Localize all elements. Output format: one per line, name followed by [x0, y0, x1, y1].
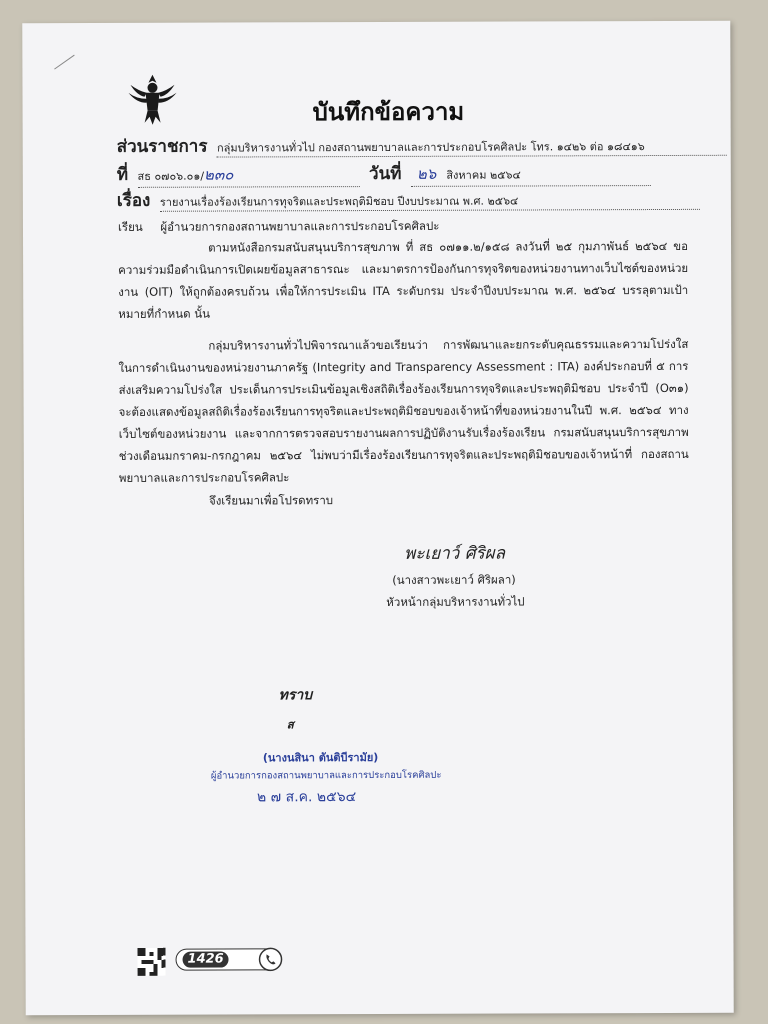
date-value: สิงหาคม ๒๕๖๔ [446, 168, 521, 182]
salute-label: เรียน [117, 219, 143, 234]
ref-value: สธ ๐๗๐๖.๐๑/ [137, 169, 205, 183]
garuda-emblem-icon [126, 71, 178, 127]
approval-name: (นางนสินา ตันติบีรามัย) [262, 751, 379, 765]
department-value: กลุ่มบริหารงานทั่วไป กองสถานพยาบาลและการประกอบโรคศิลปะ โทร. ๑๔๒๖ ต่อ ๑๘๔๑๖ [217, 137, 727, 158]
phone-icon [258, 947, 282, 971]
ref-handwritten: ๒๓๐ [204, 165, 234, 184]
hotline-number: 1426 [183, 952, 229, 968]
approval-position: ผู้อำนวยการกองสถานพยาบาลและการประกอบโรคศิลปะ [210, 769, 442, 782]
subject-row [117, 185, 700, 214]
salutation [118, 218, 439, 237]
approval-date: ๒ ๗ ส.ค. ๒๕๖๔ [256, 789, 357, 806]
ref-date-row [117, 159, 651, 188]
date-handwritten: ๒๖ [416, 164, 437, 183]
department-label: ส่วนราชการ [116, 136, 208, 157]
signer-signature: พะเยาว์ ศิริผล [404, 543, 506, 564]
pen-mark [52, 53, 76, 71]
closing-text: จึงเรียนมาเพื่อโปรดทราบ [208, 493, 334, 508]
body-paragraph-2: กลุ่มบริหารงานทั่วไปพิจารณาแล้วขอเรียนว่า การพัฒนาและยกระดับคุณธรรมและความโปร่งใสในการดำเนินงานของหน่วยงานภาครัฐ (Integrity and Transparency Assessment : ITA) องค์ประกอบที่ ๕ การส่งเสริมความโปร่งใส ประเด็นการประเมินข้อมูลเชิงสถิติเรื่องร้องเรียนการทุจริตและประพฤติมิชอบ ประจำปี (O๓๑) จะต้องแสดงข้อมูลสถิติเรื่องร้องเรียนการทุจริตและประพฤติมิชอบของเจ้าหน้าที่ของหน่วยงานในปี พ.ศ. ๒๕๖๔ ทางเว็บไซต์ของหน่วยงาน และจากการตรวจสอบรายงานผลการปฏิบัติงานรับเรื่องร้องเรียน กรมสนับสนุนบริการสุขภาพ ช่วงเดือนมกราคม-กรกฎาคม ๒๕๖๔ ไม่พบว่ามีเรื่องร้องเรียนการทุจริตและประพฤติมิชอบของเจ้าหน้าที่ กองสถานพยาบาลและการประกอบโรคศิลปะ [118, 336, 689, 485]
signer-name: (นางสาวพะเยาว์ ศิริผลา) [392, 572, 516, 587]
salute-value: ผู้อำนวยการกองสถานพยาบาลและการประกอบโรคศิลปะ [160, 218, 440, 234]
date-label: วันที่ [368, 163, 402, 185]
memo-title: บันทึกข้อความ [312, 96, 465, 127]
qr-code-icon [137, 948, 165, 976]
ref-label: ที่ [116, 164, 129, 185]
memo-document [22, 21, 733, 1015]
subject-value: รายงานเรื่องร้องเรียนการทุจริตและประพฤติมิชอบ ปีงบประมาณ พ.ศ. ๒๕๖๔ [160, 191, 700, 212]
subject-label: เรื่อง [116, 190, 151, 211]
signer-position: หัวหน้ากลุ่มบริหารงานทั่วไป [386, 594, 525, 609]
approval-note: ทราบ [278, 687, 313, 704]
department-row [117, 131, 727, 160]
approval-initials: ส [286, 717, 294, 732]
hotline-badge [176, 948, 282, 970]
body-paragraph-1: ตามหนังสือกรมสนับสนุนบริการสุขภาพ ที่ สธ ๐๗๑๑.๒/๑๕๘ ลงวันที่ ๒๕ กุมภาพันธ์ ๒๕๖๔ ขอความร่วมมือดำเนินการเปิดเผยข้อมูลสาธารณะ และมาตรการป้องกันการทุจริตของหน่วยงานทางเว็บไซต์ของหน่วยงาน (OIT) ให้ถูกต้องครบถ้วน เพื่อให้การประเมิน ITA ระดับกรม ประจำปีงบประมาณ พ.ศ. ๒๕๖๔ บรรลุตามเป้าหมายที่กำหนด นั้น [118, 238, 689, 321]
